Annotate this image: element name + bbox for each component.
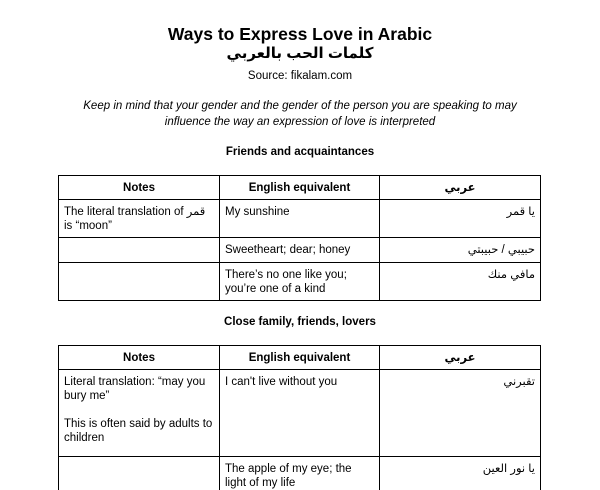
table-row: [59, 238, 541, 263]
table-row: [59, 370, 541, 457]
english-cell: The apple of my eye; the light of my life: [220, 457, 380, 490]
notes-cell: The literal translation of قمر is “moon”: [59, 200, 220, 238]
notes-column-header: Notes: [59, 176, 220, 200]
english-cell: My sunshine: [220, 200, 380, 238]
section-heading-close-family: Close family, friends, lovers: [224, 316, 376, 328]
arabic-column-header: عربي: [380, 346, 541, 370]
friends-table: [58, 175, 541, 301]
english-cell: There’s no one like you; you’re one of a kind: [220, 263, 380, 301]
notes-cell: [59, 263, 220, 301]
arabic-cell: مافي منك: [380, 263, 541, 301]
gender-note: Keep in mind that your gender and the gender of the person you are speaking to may influence the way an expression of love is interpreted: [83, 100, 517, 128]
table-row: [59, 457, 541, 490]
english-cell: Sweetheart; dear; honey: [220, 238, 380, 263]
arabic-cell: يا نور العين: [380, 457, 541, 490]
arabic-subtitle: كلمات الحب بالعربي: [226, 45, 374, 62]
arabic-column-header: عربي: [380, 176, 541, 200]
arabic-cell: تقبرني: [380, 370, 541, 457]
arabic-cell: حبيبي / حبيبتي: [380, 238, 541, 263]
english-column-header: English equivalent: [220, 346, 380, 370]
notes-extra-text: This is often said by adults to children: [64, 418, 213, 444]
source-line: Source: fikalam.com: [247, 70, 353, 82]
table-row: [59, 200, 541, 238]
table-header-row: [59, 346, 541, 370]
table-header-row: [59, 176, 541, 200]
notes-cell: [59, 457, 220, 490]
english-column-header: English equivalent: [220, 176, 380, 200]
notes-cell: [59, 370, 220, 457]
close-family-table: [58, 345, 541, 490]
arabic-cell: يا قمر: [380, 200, 541, 238]
table-row: [59, 263, 541, 301]
notes-cell: [59, 238, 220, 263]
page-title: Ways to Express Love in Arabic: [167, 24, 433, 44]
notes-text: Literal translation: “may you bury me”: [64, 376, 206, 402]
notes-column-header: Notes: [59, 346, 220, 370]
section-heading-friends: Friends and acquaintances: [225, 146, 375, 158]
english-cell: I can't live without you: [220, 370, 380, 457]
